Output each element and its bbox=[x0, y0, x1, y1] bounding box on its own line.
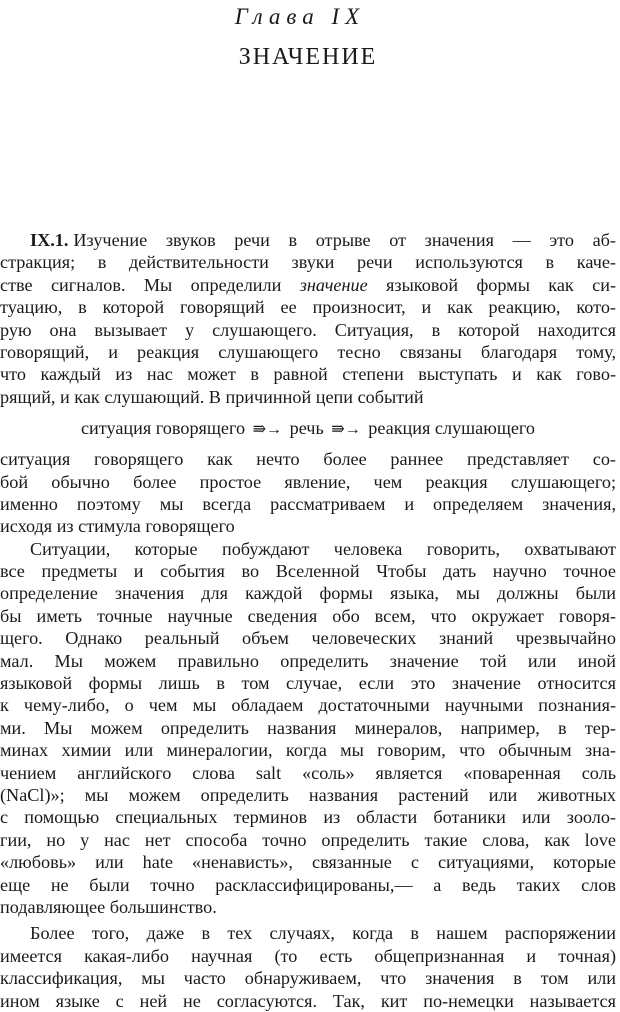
text-line: IX.1. Изучение звуков речи в отрыве от значения — это аб- bbox=[30, 230, 616, 250]
text-line: (NaCl)»; мы можем определить названия растений или животных bbox=[0, 784, 616, 805]
text-line: Ситуации, которые побуждают человека говорить, охватывают bbox=[30, 538, 616, 559]
text-line: туацию, в которой говорящий ее произносит, и как реакцию, кото- bbox=[0, 297, 616, 318]
chapter-title: ЗНАЧЕНИЕ bbox=[238, 44, 378, 70]
text-line: рую она вызывает у слушающего. Ситуация, в которой находится bbox=[0, 319, 616, 340]
text-line: говорящий, и реакция слушающего тесно связаны благодаря тому, bbox=[0, 341, 616, 362]
text-line: рящий, и как слушающий. В причинной цепи событий bbox=[0, 386, 424, 407]
text-line: мал. Мы можем правильно определить значение той или иной bbox=[0, 650, 616, 671]
text-line: исходя из стимула говорящего bbox=[0, 516, 235, 537]
text-line: ситуация говорящего как нечто более раннее представляет со- bbox=[0, 449, 616, 470]
text-line: именно поэтому мы всегда рассматриваем и определяем значения, bbox=[0, 493, 616, 514]
text-line: к чему-либо, о чем мы обладаем достаточными научными познания- bbox=[0, 695, 616, 716]
text-line: определение значения для каждой формы языка, мы должны были bbox=[0, 583, 616, 604]
text-line: еще не были точно расклассифицированы,— а ведь таких слов bbox=[0, 874, 616, 895]
text-line: ином языке с ней не согласуются. Так, кит по-немецки называется bbox=[0, 990, 616, 1011]
text-line: бой обычно более простое явление, чем реакция слушающего; bbox=[0, 471, 616, 492]
text-line: что каждый из нас может в равной степени выступать и как гово- bbox=[0, 364, 616, 385]
text-line: чением английского слова salt «соль» является «поваренная соль bbox=[0, 762, 616, 783]
text-line: классификация, мы часто обнаруживаем, что значения в том или bbox=[0, 968, 616, 989]
text-line: стве сигналов. Мы определили значение языковой формы как си- bbox=[0, 274, 616, 295]
text-line: стракция; в действительности звуки речи используются в каче- bbox=[0, 252, 616, 273]
double-arrow-icon: ⇛→ bbox=[252, 421, 283, 439]
text-line: все предметы и события во Вселенной Чтобы дать научно точное bbox=[0, 561, 616, 582]
text-line: подавляющее большинство. bbox=[0, 896, 217, 917]
chapter-label: Глава IX bbox=[234, 4, 366, 29]
text-line: с помощью специальных терминов из области ботаники или зооло- bbox=[0, 807, 616, 828]
text-line: минах химии или минералогии, когда мы говорим, что обычным зна- bbox=[0, 740, 616, 761]
section-number: IX.1. bbox=[30, 230, 69, 250]
emphasis-term: значение bbox=[299, 274, 368, 295]
text-line: имеется какая-либо научная (то есть общепризнанная и точная) bbox=[0, 945, 616, 966]
causal-chain-formula: ситуация говорящего ⇛→ речь ⇛→ реакция слушающего bbox=[80, 418, 536, 439]
text-line: щего. Однако реальный объем человеческих знаний чрезвычайно bbox=[0, 628, 616, 649]
text-line: гии, но у нас нет способа точно определить такие слова, как love bbox=[0, 829, 616, 850]
text-line: Более того, даже в тех случаях, когда в нашем распоряжении bbox=[30, 923, 616, 944]
text-line: бы иметь точные научные сведения обо всем, что окружает говоря- bbox=[0, 605, 616, 626]
text-line: «любовь» или hate «ненависть», связанные с ситуациями, которые bbox=[0, 852, 616, 873]
text-line: языковой формы лишь в том случае, если это значение относится bbox=[0, 673, 616, 694]
text-line: ми. Мы можем определить названия минералов, например, в тер- bbox=[0, 717, 616, 738]
body-text bbox=[0, 229, 616, 1012]
double-arrow-icon: ⇛→ bbox=[331, 421, 361, 439]
